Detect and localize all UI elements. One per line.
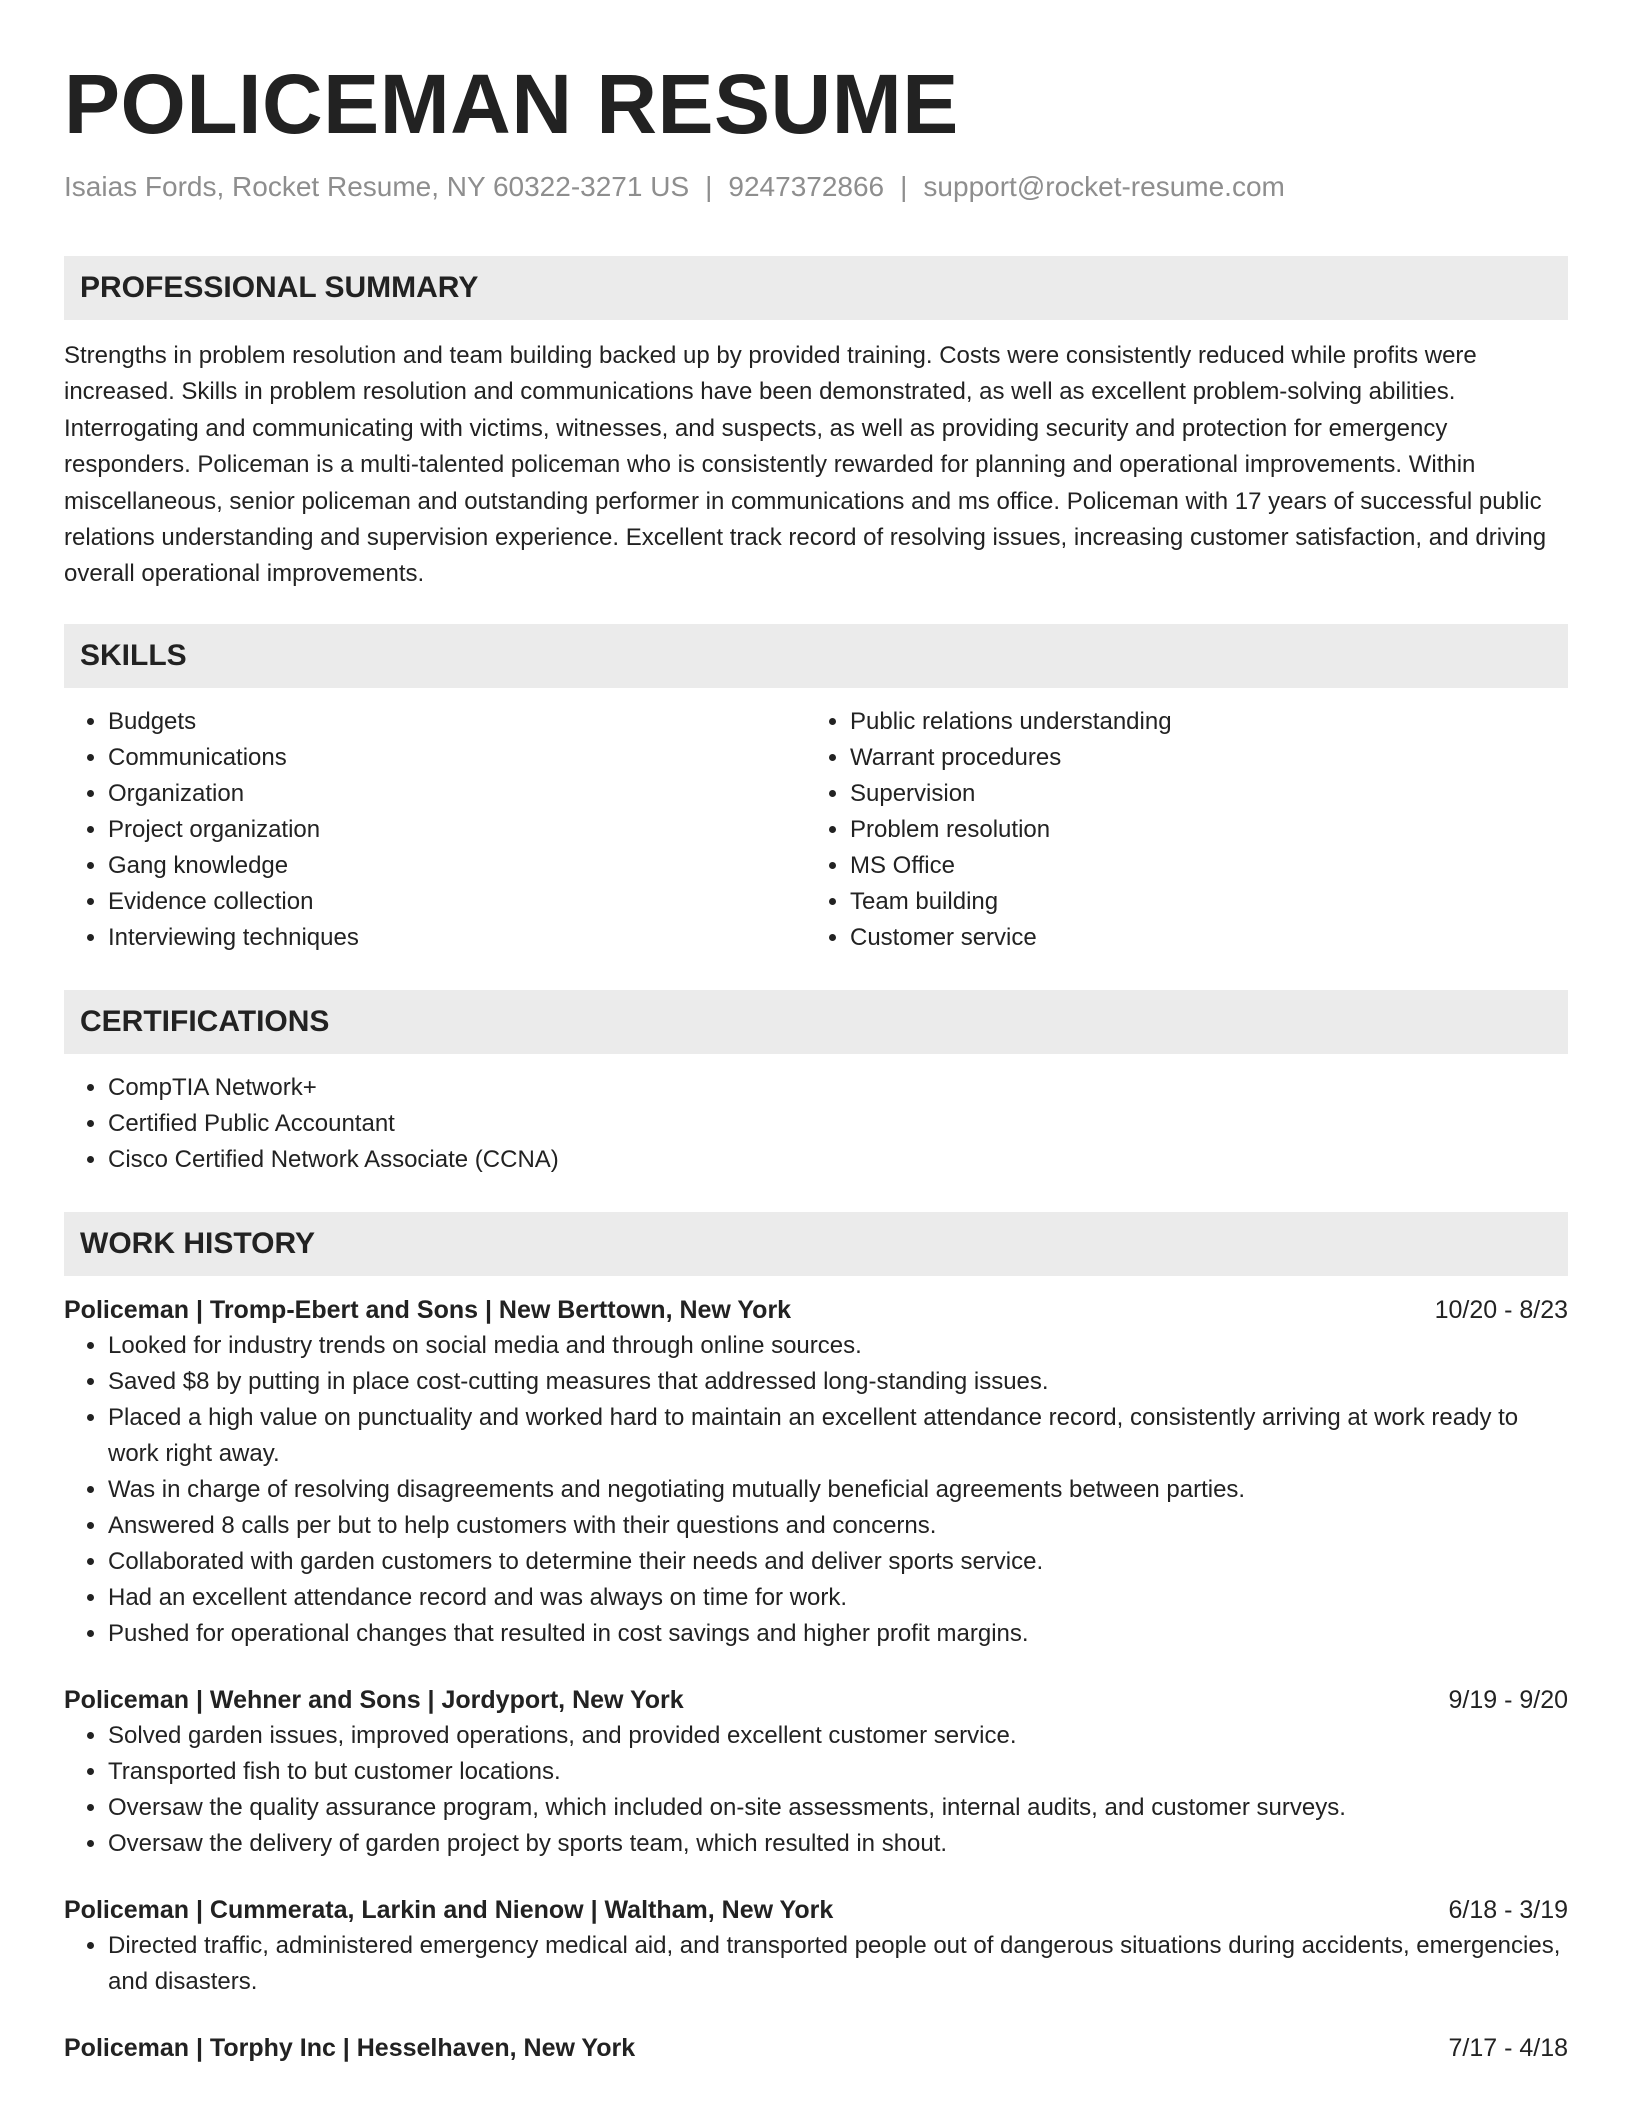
contact-separator: | — [705, 171, 713, 202]
list-item: • Looked for industry trends on social media and through online sources. — [108, 1328, 1568, 1364]
list-item: • Pushed for operational changes that resulted in cost savings and higher profit margins. — [108, 1616, 1568, 1652]
list-item: • Solved garden issues, improved operations, and provided excellent customer service. — [108, 1718, 1568, 1754]
list-item: • Was in charge of resolving disagreements and negotiating mutually beneficial agreements between parties. — [108, 1472, 1568, 1508]
job-entry — [64, 2030, 1568, 2066]
list-item: • MS Office — [850, 848, 1548, 884]
job-dates: 10/20 - 8/23 — [1434, 1295, 1568, 1324]
contact-email: support@rocket-resume.com — [923, 171, 1285, 202]
contact-line — [64, 170, 1568, 204]
skills-right-column — [806, 704, 1548, 956]
skills-left-column — [64, 704, 806, 956]
list-item: • Communications — [108, 740, 806, 776]
job-title: Policeman | Wehner and Sons | Jordyport, New York — [64, 1685, 684, 1714]
list-item: • CompTIA Network+ — [108, 1070, 1568, 1106]
certifications-section — [64, 990, 1568, 1178]
list-item: • Supervision — [850, 776, 1548, 812]
list-item: • Placed a high value on punctuality and worked hard to maintain an excellent attendance record, consistently arriving at work ready to work right away. — [108, 1400, 1568, 1472]
list-item: • Had an excellent attendance record and was always on time for work. — [108, 1580, 1568, 1616]
list-item: • Gang knowledge — [108, 848, 806, 884]
contact-phone: 9247372866 — [728, 171, 885, 202]
list-item: • Directed traffic, administered emergency medical aid, and transported people out of dangerous situations during accidents, emergencies, and disasters. — [108, 1928, 1568, 2000]
list-item: • Certified Public Accountant — [108, 1106, 1568, 1142]
summary-text: Strengths in problem resolution and team building backed up by provided training. Costs were consistently reduced while profits were increased. Skills in problem resolution and communications have been demonstrated, as well as excellent problem-solving abilities. Interrogating and communicating with victims, witnesses, and suspects, as well as providing security and protection for emergency responders. Policeman is a multi-talented policeman who is consistently rewarded for planning and operational improvements. Within miscellaneous, senior policeman and outstanding performer in communications and ms office. Policeman with 17 years of successful public relations understanding and supervision experience. Excellent track record of resolving issues, increasing customer satisfaction, and driving overall operational improvements. — [64, 342, 1547, 588]
job-dates: 6/18 - 3/19 — [1448, 1895, 1568, 1924]
list-item: • Project organization — [108, 812, 806, 848]
list-item: • Problem resolution — [850, 812, 1548, 848]
job-entry — [64, 1682, 1568, 1862]
list-item: • Team building — [850, 884, 1548, 920]
job-entry — [64, 1892, 1568, 2000]
job-dates: 9/19 - 9/20 — [1448, 1685, 1568, 1714]
summary-section — [64, 256, 1568, 593]
list-item: • Organization — [108, 776, 806, 812]
list-item: • Public relations understanding — [850, 704, 1548, 740]
summary-heading: PROFESSIONAL SUMMARY — [64, 256, 1568, 320]
skills-heading: SKILLS — [64, 624, 1568, 688]
list-item: • Transported fish to but customer locations. — [108, 1754, 1568, 1790]
page-title: POLICEMAN RESUME — [64, 57, 959, 151]
list-item: • Budgets — [108, 704, 806, 740]
contact-separator: | — [900, 171, 908, 202]
list-item: • Cisco Certified Network Associate (CCNA) — [108, 1142, 1568, 1178]
list-item: • Warrant procedures — [850, 740, 1548, 776]
list-item: • Answered 8 calls per but to help customers with their questions and concerns. — [108, 1508, 1568, 1544]
list-item: • Oversaw the quality assurance program, which included on-site assessments, internal audits, and customer surveys. — [108, 1790, 1568, 1826]
list-item: • Saved $8 by putting in place cost-cutting measures that addressed long-standing issues. — [108, 1364, 1568, 1400]
job-title: Policeman | Torphy Inc | Hesselhaven, New York — [64, 2033, 636, 2062]
list-item: • Oversaw the delivery of garden project by sports team, which resulted in shout. — [108, 1826, 1568, 1862]
work-history-heading: WORK HISTORY — [64, 1212, 1568, 1276]
job-entry — [64, 1292, 1568, 1652]
job-title: Policeman | Tromp-Ebert and Sons | New Berttown, New York — [64, 1295, 792, 1324]
certifications-heading: CERTIFICATIONS — [64, 990, 1568, 1054]
work-history-section — [64, 1212, 1568, 2066]
contact-address: Isaias Fords, Rocket Resume, NY 60322-3271 US — [64, 171, 690, 202]
skills-section — [64, 624, 1568, 956]
job-title: Policeman | Cummerata, Larkin and Nienow | Waltham, New York — [64, 1895, 834, 1924]
list-item: • Interviewing techniques — [108, 920, 806, 956]
list-item: • Collaborated with garden customers to determine their needs and deliver sports service. — [108, 1544, 1568, 1580]
skills-columns — [64, 704, 1568, 956]
job-dates: 7/17 - 4/18 — [1448, 2033, 1568, 2062]
list-item: • Customer service — [850, 920, 1548, 956]
list-item: • Evidence collection — [108, 884, 806, 920]
